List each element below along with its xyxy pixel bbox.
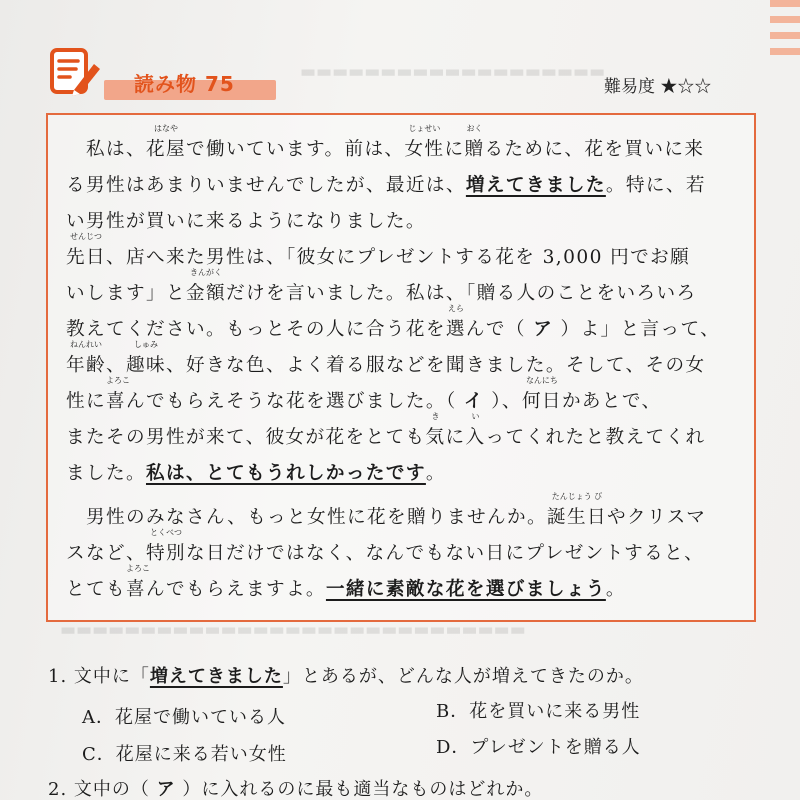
blank-a: ア [533, 319, 554, 340]
passage-line: スなど、特別 とくべつ な日だけではなく、なんでもない日にプレゼントすると、 [66, 528, 705, 564]
question-2-blank: ア [156, 779, 176, 800]
option-b[interactable]: B．花を買いに来る男性 [436, 701, 641, 722]
passage-line: 年齢 ねんれい 、趣味 しゅみ 、好きな色、よく着る服などを聞きました。そして、その女 [66, 340, 706, 376]
question-1-underlined: 増えてきました [149, 666, 283, 687]
passage-line: 性に喜 よろこ んでもらえそうな花を選びました。（ イ ）、何日 なんにち かあとで、 [66, 376, 662, 412]
blank-i: イ [463, 391, 484, 412]
passage-line: とても喜 よろこ んでもらえますよ。一緒に素敵な花を選びましょう。 [66, 564, 626, 600]
note-pencil-icon [48, 44, 104, 100]
option-a[interactable]: A．花屋で働いている人 [82, 707, 286, 728]
reading-passage-box [46, 113, 756, 622]
difficulty-rating: 難易度 ★☆☆ [604, 77, 712, 97]
bleed-through-text: ▬▬▬▬▬▬▬▬▬▬▬▬▬▬▬▬▬▬▬▬▬▬▬▬▬▬▬▬▬ [60, 620, 526, 640]
bleed-through-text: ▬▬▬▬▬▬▬▬▬▬▬▬▬▬▬▬▬▬▬ [300, 62, 606, 82]
option-c[interactable]: C．花屋に来る若い女性 [82, 744, 287, 765]
underlined-phrase-erabimashou: 一緒に素敵な花を選びましょう [325, 579, 606, 600]
passage-line: 男性のみなさん、もっと女性に花を贈りませんか。誕生日 たんじょう び やクリスマ [86, 492, 707, 528]
section-title: 読み物 75 [134, 72, 235, 96]
passage-line: 私は、花屋 はなや で働いています。前は、女性 じょせい に贈 おく るために、花を買いに来 [86, 124, 705, 160]
passage-line: 教えてください。もっとその人に合う花を選 えら んで（ ア ）よ」と言って、 [66, 304, 721, 340]
passage-line: いします」と金額 きんがく だけを言いました。私は、「贈る人のことをいろいろ [66, 268, 697, 304]
underlined-phrase-ureshikatta: 私は、とてもうれしかったです [145, 463, 426, 484]
question-2: 2. 文中の（ ア ）に入れるのに最も適当なものはどれか。 [48, 779, 544, 800]
passage-line: またその男性が来て、彼女が花をとても気 き に入 い ってくれたと教えてくれ [66, 412, 706, 448]
underlined-phrase-fuete: 増えてきました [465, 175, 606, 196]
passage-line: ました。私は、とてもうれしかったです。 [66, 463, 446, 484]
passage-line: る男性はあまりいませんでしたが、最近は、増えてきました。特に、若 [66, 175, 706, 196]
passage-line: 先日 せんじつ 、店へ来た男性は、「彼女にプレゼントする花を 3,000 円でお願 [66, 232, 691, 268]
passage-line: い男性が買いに来るようになりました。 [66, 211, 426, 232]
question-1: 1. 文中に「増えてきました」とあるが、どんな人が増えてきたのか。 [48, 666, 644, 687]
option-d[interactable]: D．プレゼントを贈る人 [436, 737, 641, 758]
page-edge-stripes [770, 0, 800, 70]
